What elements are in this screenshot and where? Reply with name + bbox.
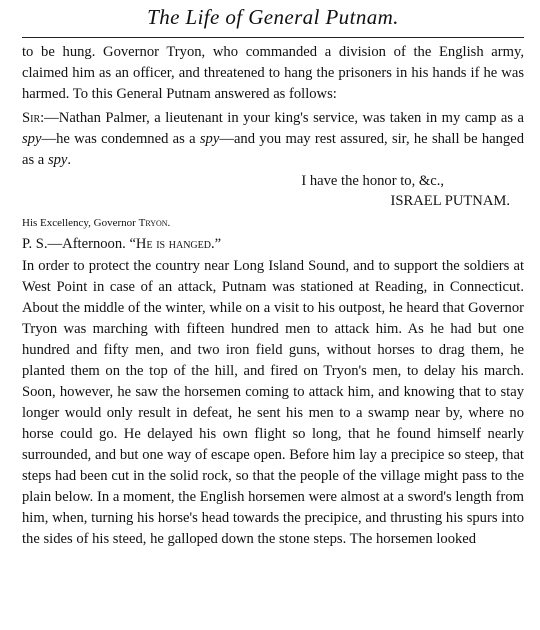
letter-text-1: :—Nathan Palmer, a lieutenant in your king's service, was taken in my camp as a bbox=[40, 110, 524, 126]
postscript-quote: “He is hanged.” bbox=[129, 236, 222, 252]
addressee-prefix: His Excellency, Governor bbox=[22, 217, 139, 229]
letter-text-2: —he was condemned as a bbox=[41, 131, 200, 147]
letter-spy-2: spy bbox=[199, 131, 220, 147]
letter-salutation: Sir bbox=[22, 110, 41, 126]
letter-body bbox=[22, 108, 524, 171]
letter-text-3: —and you may rest assured, sir, he shall be hanged as a bbox=[22, 131, 524, 168]
postscript-lead: P. S.—Afternoon. bbox=[22, 236, 130, 252]
letter-closing: I have the honor to, &c., bbox=[301, 173, 444, 189]
paragraph-1: to be hung. Governor Tryon, who commanded a division of the English army, claimed him as an officer, and threatened to hang the prisoners in his hands if he was harmed. To this General Putnam answered as follows: bbox=[22, 44, 524, 102]
postscript bbox=[22, 233, 524, 255]
letter-text-4: . bbox=[67, 152, 72, 168]
letter-signature: ISRAEL PUTNAM. bbox=[390, 193, 510, 209]
header-rule bbox=[22, 37, 524, 38]
running-head: The Life of General Putnam. bbox=[147, 5, 399, 29]
letter-spy-1: spy bbox=[22, 131, 42, 147]
addressee-name: Tryon. bbox=[138, 217, 171, 229]
letter-spy-3: spy bbox=[47, 152, 68, 168]
paragraph-2: In order to protect the country near Long Island Sound, and to support the soldiers at West Point in case of an attack, Putnam was stationed at Reading, in Connecticut. About the middle of the winter, while on a visit to his outpost, he heard that Governor Tryon was marching with fifteen hundred men to attack him. As he had but one hundred and fifty men, and two iron field guns, without horses to drag them, he planted them on the top of the hill, and fired on Tryon's men, to delay his march. Soon, however, he saw the horsemen coming to attack him, and knowing that to stay longer would only result in defeat, he sent his men to a swamp near by, where no horse could go. He delayed his own flight so long, that he found himself nearly surrounded, and but one way of escape open. Before him lay a precipice so steep, that steps had been cut in the solid rock, so that the people of the village might pass to the plain below. In a moment, the English horsemen were almost at a sword's length from him, when, turning his horse's head towards the precipice, and thrusting his spurs into the sides of his steed, he galloped down the stone steps. The horsemen looked bbox=[22, 258, 524, 547]
letter-addressee bbox=[22, 215, 524, 231]
